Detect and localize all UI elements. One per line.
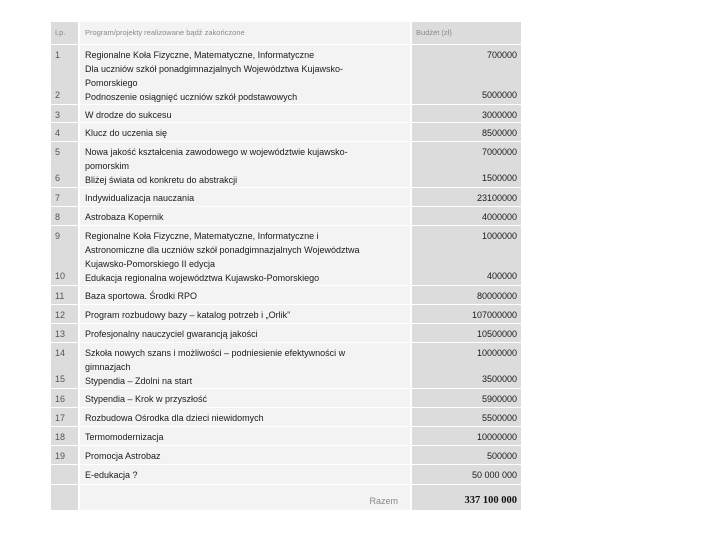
row-number-cell [51,122,79,141]
table-row [51,187,521,206]
header-lp: Lp. [51,22,79,44]
budget-cell [411,407,521,426]
budget-cell [411,464,521,484]
table-row [51,206,521,225]
program-name-line: Profesjonalny nauczyciel gwarancją jakości [85,328,258,339]
row-number: 7 [55,192,61,203]
row-number: 9 [55,230,61,241]
program-name-cell [79,445,411,464]
budget-cell [411,104,521,122]
row-number: 3 [55,109,61,120]
row-number-cell [51,141,79,187]
budget-cell [411,206,521,225]
table-row [51,285,521,304]
header-program: Program/projekty realizowane bądź zakończone [79,22,411,44]
budget-table-body [51,22,521,510]
program-name-cell [79,342,411,388]
program-name-line: Szkoła nowych szans i możliwości – podniesienie efektywności w [85,347,346,358]
row-number: 13 [55,328,66,339]
table-row [51,426,521,445]
row-number: 5 [55,146,61,157]
program-name-line: gimnazjach [85,361,131,372]
program-name-cell [79,187,411,206]
program-name-line: Stypendia – Krok w przyszłość [85,393,208,404]
program-name-line: Podnoszenie osiągnięć uczniów szkół podstawowych [85,91,298,102]
budget-cell [411,44,521,104]
total-label: Razem [369,495,398,506]
program-name-cell [79,426,411,445]
program-name-line: W drodze do sukcesu [85,109,172,120]
budget-value: 5900000 [481,393,517,404]
row-number: 10 [55,270,66,281]
row-number: 12 [55,309,66,320]
program-name-line: Regionalne Koła Fizyczne, Matematyczne, Informatyczne i [85,230,319,241]
table-header-row [51,22,521,44]
program-name-cell [79,225,411,285]
budget-value: 10500000 [476,328,517,339]
budget-cell [411,285,521,304]
budget-value: 3000000 [481,109,517,120]
row-number-cell [51,187,79,206]
row-number-cell [51,44,79,104]
row-number-cell [51,388,79,407]
program-name-line: Baza sportowa. Środki RPO [85,290,198,301]
budget-value: 3500000 [481,373,517,384]
row-number-cell [51,304,79,323]
program-name-cell [79,206,411,225]
budget-value: 7000000 [481,146,517,157]
program-name-line: Astrobaza Kopernik [85,211,164,222]
program-name-cell [79,407,411,426]
budget-value: 80000000 [476,290,517,301]
budget-value: 10000000 [476,431,517,442]
program-name-line: Indywidualizacja nauczania [85,192,195,203]
row-number: 14 [55,347,66,358]
budget-value: 1500000 [481,172,517,183]
row-number-cell [51,407,79,426]
table-row [51,104,521,122]
program-name-line: Edukacja regionalna województwa Kujawsko-Pomorskiego [85,272,320,283]
program-name-line: Stypendia – Zdolni na start [85,375,193,386]
program-name-line: E-edukacja ? [85,469,138,480]
row-number-cell [51,104,79,122]
table-row [51,464,521,484]
row-number-cell [51,206,79,225]
budget-value: 8500000 [481,127,517,138]
row-number: 11 [55,290,65,301]
budget-cell [411,141,521,187]
program-name-cell [79,464,411,484]
row-number-cell [51,342,79,388]
row-number: 16 [55,393,66,404]
table-row [51,323,521,342]
budget-value: 107000000 [471,309,517,320]
program-name-cell [79,122,411,141]
program-name-line: Nowa jakość kształcenia zawodowego w województwie kujawsko- [85,146,348,157]
program-name-line: Bliżej świata od konkretu do abstrakcji [85,174,238,185]
program-name-line: pomorskim [85,160,130,171]
program-name-line: Regionalne Koła Fizyczne, Matematyczne, Informatyczne [85,49,315,60]
program-name-line: Dla uczniów szkół ponadgimnazjalnych Województwa Kujawsko- [85,63,343,74]
budget-cell [411,445,521,464]
table-row [51,44,521,104]
budget-value: 500000 [486,450,517,461]
row-number-cell [51,426,79,445]
table-row [51,141,521,187]
row-number [55,465,78,468]
row-number-cell [51,445,79,464]
budget-cell [411,304,521,323]
table-row [51,342,521,388]
budget-table [51,22,521,511]
program-name-line: Astronomiczne dla uczniów szkół ponadgimnazjalnych Województwa [85,244,360,255]
program-name-line: Klucz do uczenia się [85,127,168,138]
budget-value: 50 000 000 [471,469,517,480]
program-name-line: Pomorskiego [85,77,138,88]
row-number: 4 [55,127,61,138]
table-row [51,407,521,426]
table-row [51,388,521,407]
table-row [51,225,521,285]
row-number: 17 [55,412,66,423]
row-number: 8 [55,211,61,222]
program-name-cell [79,141,411,187]
total-blank-cell [51,484,79,510]
table-row [51,304,521,323]
row-number-cell [51,225,79,285]
budget-cell [411,388,521,407]
budget-value: 10000000 [476,347,517,358]
header-budget: Budżet (zł) [411,22,521,44]
budget-value: 400000 [486,270,517,281]
program-name-cell [79,44,411,104]
budget-cell [411,426,521,445]
table-row [51,122,521,141]
row-number: 1 [55,49,61,60]
total-value-cell [411,484,521,510]
row-number-cell [51,285,79,304]
program-name-cell [79,388,411,407]
row-number: 2 [55,89,61,100]
budget-value: 23100000 [476,192,517,203]
budget-cell [411,323,521,342]
total-label-cell [79,484,411,510]
budget-value: 5000000 [481,89,517,100]
program-name-line: Rozbudowa Ośrodka dla dzieci niewidomych [85,412,264,423]
program-name-line: Termomodernizacja [85,431,164,442]
budget-cell [411,225,521,285]
program-name-line: Kujawsko-Pomorskiego II edycja [85,258,216,269]
budget-cell [411,342,521,388]
row-number: 19 [55,450,66,461]
program-name-cell [79,104,411,122]
row-number-cell [51,323,79,342]
program-name-line: Promocja Astrobaz [85,450,161,461]
budget-cell [411,122,521,141]
program-name-cell [79,323,411,342]
table-row [51,445,521,464]
row-number: 6 [55,172,61,183]
program-name-line: Program rozbudowy bazy – katalog potrzeb i „Orlik” [85,309,291,320]
total-row [51,484,521,510]
budget-value: 1000000 [481,230,517,241]
budget-value: 4000000 [481,211,517,222]
budget-value: 700000 [486,49,517,60]
row-number: 15 [55,373,66,384]
program-name-cell [79,285,411,304]
total-value: 337 100 000 [464,494,517,506]
program-name-cell [79,304,411,323]
budget-cell [411,187,521,206]
budget-value: 5500000 [481,412,517,423]
row-number-cell [51,464,79,484]
row-number: 18 [55,431,66,442]
